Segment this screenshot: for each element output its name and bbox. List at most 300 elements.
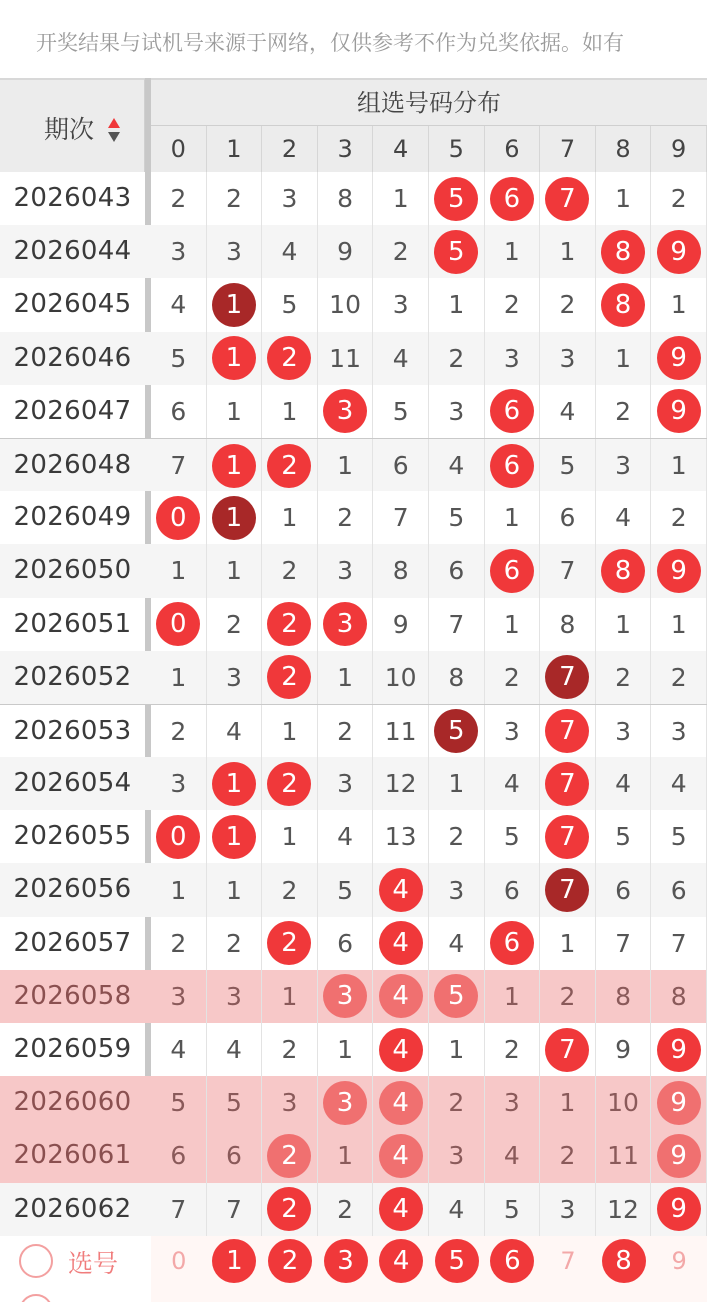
digit-cell-3 bbox=[318, 598, 374, 651]
digit-cell-8 bbox=[596, 863, 652, 916]
digit-cell-7 bbox=[540, 705, 596, 758]
digit-cell-6 bbox=[485, 863, 541, 916]
digit-cell-7 bbox=[540, 172, 596, 225]
digit-cell-8 bbox=[596, 385, 652, 438]
miss-count: 2 bbox=[559, 290, 576, 320]
digit-cell-0 bbox=[151, 1076, 207, 1129]
hit-ball: 3 bbox=[323, 389, 367, 433]
miss-count: 3 bbox=[559, 1194, 576, 1224]
digit-cell-0 bbox=[151, 651, 207, 704]
digit-cell-9 bbox=[651, 172, 707, 225]
digit-cell-7 bbox=[540, 810, 596, 863]
digit-header-2: 2 bbox=[262, 126, 318, 172]
period-header[interactable] bbox=[0, 78, 145, 172]
miss-count: 3 bbox=[559, 343, 576, 373]
digit-cell-4 bbox=[373, 1076, 429, 1129]
digit-cell-0 bbox=[151, 225, 207, 278]
digit-cell-9 bbox=[651, 917, 707, 970]
digit-cell-8 bbox=[596, 970, 652, 1023]
digit-cell-2 bbox=[262, 1023, 318, 1076]
miss-count: 4 bbox=[448, 451, 465, 481]
miss-count: 6 bbox=[170, 396, 187, 426]
table-row[interactable] bbox=[0, 332, 707, 385]
table-row[interactable] bbox=[0, 598, 707, 651]
miss-count: 2 bbox=[281, 875, 298, 905]
hit-ball: 9 bbox=[657, 230, 701, 274]
digit-cell-4 bbox=[373, 491, 429, 544]
digit-cell-6 bbox=[485, 439, 541, 492]
miss-count: 1 bbox=[615, 343, 631, 373]
table-row[interactable] bbox=[0, 1023, 707, 1076]
miss-count: 4 bbox=[615, 503, 631, 533]
digit-cell-5 bbox=[429, 1023, 485, 1076]
miss-count: 2 bbox=[448, 1088, 465, 1118]
digit-cell-4 bbox=[373, 439, 429, 492]
miss-count: 2 bbox=[503, 290, 520, 320]
miss-count: 6 bbox=[503, 875, 520, 905]
miss-count: 1 bbox=[225, 875, 242, 905]
digit-cell-3 bbox=[318, 810, 374, 863]
period-number: 2026048 bbox=[13, 449, 132, 480]
miss-count: 5 bbox=[392, 396, 409, 426]
period-number: 2026055 bbox=[13, 821, 132, 852]
selector-label[interactable]: 选号 bbox=[68, 1249, 119, 1278]
digit-cell-4 bbox=[373, 1023, 429, 1076]
hit-ball: 2 bbox=[267, 655, 311, 699]
digit-cell-6 bbox=[485, 598, 541, 651]
hit-ball: 9 bbox=[657, 336, 701, 380]
digit-cell-8 bbox=[596, 1183, 652, 1236]
digit-cell-2 bbox=[262, 651, 318, 704]
miss-count: 3 bbox=[670, 716, 687, 746]
digit-cell-5 bbox=[429, 970, 485, 1023]
digit-cell-0 bbox=[151, 917, 207, 970]
selector-row bbox=[0, 1236, 707, 1302]
miss-count: 9 bbox=[392, 609, 409, 639]
miss-count: 7 bbox=[615, 928, 631, 958]
digit-cell-1 bbox=[207, 278, 263, 331]
digit-cell-9 bbox=[651, 1076, 707, 1129]
miss-count: 9 bbox=[615, 1035, 631, 1065]
table-row[interactable] bbox=[0, 225, 707, 278]
selector-control[interactable] bbox=[0, 1236, 145, 1302]
miss-count: 3 bbox=[503, 1088, 520, 1118]
miss-count: 3 bbox=[170, 981, 187, 1011]
table-row[interactable] bbox=[0, 491, 707, 544]
miss-count: 6 bbox=[448, 556, 465, 586]
table-row[interactable] bbox=[0, 704, 707, 757]
hit-ball: 2 bbox=[267, 602, 311, 646]
digit-cell-4 bbox=[373, 225, 429, 278]
period-number: 2026044 bbox=[13, 236, 132, 267]
period-number: 2026051 bbox=[13, 608, 132, 639]
digit-cell-3 bbox=[318, 863, 374, 916]
miss-count: 3 bbox=[337, 769, 354, 799]
digit-cell-6 bbox=[485, 705, 541, 758]
miss-count: 2 bbox=[225, 928, 242, 958]
sort-icon[interactable] bbox=[107, 116, 121, 146]
period-number: 2026049 bbox=[13, 502, 132, 533]
digit-cell-3 bbox=[318, 1076, 374, 1129]
hit-ball: 6 bbox=[490, 389, 534, 433]
group-header bbox=[151, 78, 707, 172]
period-number: 2026052 bbox=[13, 661, 132, 692]
period-number: 2026050 bbox=[13, 555, 132, 586]
digit-cell-9 bbox=[651, 863, 707, 916]
digit-cell-9 bbox=[651, 970, 707, 1023]
hit-ball: 7 bbox=[545, 815, 589, 859]
miss-count: 4 bbox=[392, 343, 409, 373]
hit-ball: 9 bbox=[657, 389, 701, 433]
digit-cell-3 bbox=[318, 172, 374, 225]
hit-ball: 4 bbox=[379, 921, 423, 965]
digit-cell-9 bbox=[651, 810, 707, 863]
miss-count: 4 bbox=[225, 716, 242, 746]
miss-count: 1 bbox=[337, 1141, 354, 1171]
digit-cell-1 bbox=[207, 172, 263, 225]
digit-cell-3 bbox=[318, 757, 374, 810]
miss-count: 7 bbox=[670, 928, 687, 958]
miss-count: 5 bbox=[225, 1088, 242, 1118]
digit-cell-7 bbox=[540, 439, 596, 492]
digit-cell-8 bbox=[596, 917, 652, 970]
digit-cell-2 bbox=[262, 491, 318, 544]
digit-cell-4 bbox=[373, 810, 429, 863]
selector-digit-2[interactable] bbox=[262, 1236, 318, 1286]
hit-ball: 6 bbox=[490, 444, 534, 488]
digit-cell-4 bbox=[373, 332, 429, 385]
miss-count: 1 bbox=[337, 662, 354, 692]
miss-count: 3 bbox=[281, 184, 298, 214]
miss-count: 5 bbox=[670, 822, 687, 852]
selector-digit-5[interactable] bbox=[429, 1236, 485, 1286]
hit-ball: 5 bbox=[434, 230, 478, 274]
miss-count: 5 bbox=[170, 343, 187, 373]
digit-cell-4 bbox=[373, 917, 429, 970]
hit-ball: 0 bbox=[156, 496, 200, 540]
digit-cell-5 bbox=[429, 385, 485, 438]
table-row[interactable] bbox=[0, 1076, 707, 1129]
hit-ball: 5 bbox=[434, 974, 478, 1018]
digit-cell-1 bbox=[207, 917, 263, 970]
miss-count: 1 bbox=[281, 822, 298, 852]
hit-ball: 1 bbox=[212, 762, 256, 806]
digit-cell-4 bbox=[373, 863, 429, 916]
hit-ball: 9 bbox=[657, 1187, 701, 1231]
digit-cell-5 bbox=[429, 491, 485, 544]
digit-cell-2 bbox=[262, 172, 318, 225]
miss-count: 2 bbox=[448, 822, 465, 852]
unselected-digit[interactable]: 0 bbox=[171, 1247, 187, 1275]
selected-digit-ball[interactable]: 6 bbox=[490, 1239, 534, 1283]
miss-count: 3 bbox=[448, 396, 465, 426]
miss-count: 4 bbox=[448, 928, 465, 958]
selected-digit-ball[interactable]: 1 bbox=[212, 1239, 256, 1283]
period-number: 2026045 bbox=[13, 289, 132, 320]
miss-count: 3 bbox=[225, 981, 242, 1011]
digit-cell-8 bbox=[596, 439, 652, 492]
miss-count: 5 bbox=[281, 290, 298, 320]
digit-cell-4 bbox=[373, 385, 429, 438]
selector-digit-4[interactable] bbox=[373, 1236, 429, 1286]
miss-count: 2 bbox=[225, 184, 242, 214]
miss-count: 5 bbox=[448, 503, 465, 533]
table-row[interactable] bbox=[0, 544, 707, 597]
digit-cell-7 bbox=[540, 332, 596, 385]
digit-cell-5 bbox=[429, 1183, 485, 1236]
selector-digit-7[interactable] bbox=[540, 1236, 596, 1286]
hit-ball: 2 bbox=[267, 1187, 311, 1231]
miss-count: 4 bbox=[670, 769, 687, 799]
digit-cell-1 bbox=[207, 1076, 263, 1129]
digit-cell-2 bbox=[262, 705, 318, 758]
hit-ball: 4 bbox=[379, 1081, 423, 1125]
digit-cell-5 bbox=[429, 705, 485, 758]
digit-cell-2 bbox=[262, 757, 318, 810]
miss-count: 2 bbox=[670, 503, 687, 533]
digit-cell-2 bbox=[262, 544, 318, 597]
selected-digit-ball[interactable]: 5 bbox=[435, 1239, 479, 1283]
miss-count: 1 bbox=[670, 290, 687, 320]
digit-cell-3 bbox=[318, 491, 374, 544]
digit-cell-5 bbox=[429, 172, 485, 225]
miss-count: 4 bbox=[170, 290, 187, 320]
digit-cell-5 bbox=[429, 332, 485, 385]
table-row[interactable] bbox=[0, 917, 707, 970]
unselected-digit[interactable]: 9 bbox=[671, 1247, 687, 1275]
miss-count: 1 bbox=[503, 237, 520, 267]
digit-header-9: 9 bbox=[651, 126, 707, 172]
radio-icon[interactable] bbox=[19, 1294, 53, 1302]
hit-ball: 4 bbox=[379, 1187, 423, 1231]
miss-count: 1 bbox=[503, 981, 520, 1011]
selected-digit-ball[interactable]: 4 bbox=[379, 1239, 423, 1283]
digit-cell-9 bbox=[651, 439, 707, 492]
digit-cell-0 bbox=[151, 1023, 207, 1076]
miss-count: 3 bbox=[503, 343, 520, 373]
table-row[interactable] bbox=[0, 970, 707, 1023]
digit-cell-4 bbox=[373, 757, 429, 810]
hit-ball: 5 bbox=[434, 177, 478, 221]
period-number: 2026060 bbox=[13, 1087, 132, 1118]
hit-ball: 8 bbox=[601, 549, 645, 593]
miss-count: 4 bbox=[225, 1035, 242, 1065]
digit-cell-5 bbox=[429, 544, 485, 597]
hit-ball: 3 bbox=[323, 1081, 367, 1125]
selector-digit-9[interactable] bbox=[651, 1236, 707, 1286]
table-row[interactable] bbox=[0, 172, 707, 225]
digit-cell-9 bbox=[651, 757, 707, 810]
miss-count: 1 bbox=[670, 609, 687, 639]
table-row[interactable] bbox=[0, 810, 707, 863]
digit-cell-7 bbox=[540, 1129, 596, 1182]
miss-count: 1 bbox=[225, 556, 242, 586]
period-number: 2026056 bbox=[13, 874, 132, 905]
digit-cell-1 bbox=[207, 598, 263, 651]
digit-cell-3 bbox=[318, 225, 374, 278]
digit-cell-9 bbox=[651, 651, 707, 704]
miss-count: 1 bbox=[281, 396, 298, 426]
miss-count: 1 bbox=[281, 716, 298, 746]
miss-count: 7 bbox=[448, 609, 465, 639]
digit-cell-6 bbox=[485, 544, 541, 597]
miss-count: 2 bbox=[670, 662, 687, 692]
hit-ball: 9 bbox=[657, 1081, 701, 1125]
hit-ball: 8 bbox=[601, 283, 645, 327]
selector-digits bbox=[151, 1236, 707, 1302]
table-row[interactable] bbox=[0, 863, 707, 916]
digit-cell-8 bbox=[596, 810, 652, 863]
digit-cell-7 bbox=[540, 491, 596, 544]
digit-cell-5 bbox=[429, 225, 485, 278]
hit-ball: 1 bbox=[212, 336, 256, 380]
digit-cell-9 bbox=[651, 1023, 707, 1076]
digit-cell-8 bbox=[596, 172, 652, 225]
digit-cell-2 bbox=[262, 598, 318, 651]
miss-count: 3 bbox=[503, 716, 520, 746]
miss-count: 10 bbox=[384, 662, 417, 692]
miss-count: 3 bbox=[170, 237, 187, 267]
digit-cell-5 bbox=[429, 863, 485, 916]
miss-count: 2 bbox=[225, 609, 242, 639]
digit-cell-9 bbox=[651, 491, 707, 544]
miss-count: 1 bbox=[559, 1088, 576, 1118]
miss-count: 12 bbox=[607, 1194, 639, 1224]
hit-ball: 4 bbox=[379, 1134, 423, 1178]
miss-count: 2 bbox=[337, 503, 354, 533]
miss-count: 1 bbox=[281, 981, 298, 1011]
hit-ball: 9 bbox=[657, 549, 701, 593]
digit-cell-9 bbox=[651, 1129, 707, 1182]
selected-digit-ball[interactable]: 8 bbox=[602, 1239, 646, 1283]
table-row[interactable] bbox=[0, 1129, 707, 1182]
digit-cell-9 bbox=[651, 225, 707, 278]
selector-digit-6[interactable] bbox=[485, 1236, 541, 1286]
miss-count: 4 bbox=[615, 769, 631, 799]
hit-ball: 9 bbox=[657, 1028, 701, 1072]
miss-count: 5 bbox=[559, 451, 576, 481]
digit-cell-0 bbox=[151, 172, 207, 225]
miss-count: 2 bbox=[559, 981, 576, 1011]
miss-count: 6 bbox=[559, 503, 576, 533]
digit-cell-4 bbox=[373, 1129, 429, 1182]
digit-cell-4 bbox=[373, 1183, 429, 1236]
table-row[interactable] bbox=[0, 385, 707, 438]
miss-count: 2 bbox=[170, 184, 187, 214]
miss-count: 7 bbox=[225, 1194, 242, 1224]
group-title: 组选号码分布 bbox=[151, 78, 707, 126]
period-header-label: 期次 bbox=[44, 115, 95, 144]
digit-cell-6 bbox=[485, 332, 541, 385]
hit-ball: 4 bbox=[379, 868, 423, 912]
miss-count: 10 bbox=[607, 1088, 639, 1118]
digit-cell-5 bbox=[429, 757, 485, 810]
digit-cell-1 bbox=[207, 757, 263, 810]
miss-count: 1 bbox=[615, 184, 631, 214]
miss-count: 1 bbox=[615, 609, 631, 639]
miss-count: 2 bbox=[503, 1035, 520, 1065]
miss-count: 4 bbox=[170, 1035, 187, 1065]
digit-cell-1 bbox=[207, 332, 263, 385]
miss-count: 1 bbox=[448, 1035, 465, 1065]
digit-cell-2 bbox=[262, 810, 318, 863]
digit-cell-9 bbox=[651, 1183, 707, 1236]
table-row[interactable] bbox=[0, 1183, 707, 1236]
digit-cell-8 bbox=[596, 1023, 652, 1076]
miss-count: 8 bbox=[559, 609, 576, 639]
digit-cell-4 bbox=[373, 598, 429, 651]
selected-digit-ball[interactable]: 3 bbox=[324, 1239, 368, 1283]
miss-count: 11 bbox=[329, 343, 361, 373]
digit-cell-3 bbox=[318, 332, 374, 385]
hit-ball: 0 bbox=[156, 602, 200, 646]
miss-count: 2 bbox=[281, 1035, 298, 1065]
digit-cell-1 bbox=[207, 863, 263, 916]
digit-cell-2 bbox=[262, 1183, 318, 1236]
digit-cell-1 bbox=[207, 439, 263, 492]
digit-cell-8 bbox=[596, 332, 652, 385]
digit-cell-8 bbox=[596, 491, 652, 544]
digit-cell-4 bbox=[373, 651, 429, 704]
miss-count: 1 bbox=[170, 875, 187, 905]
digit-cell-2 bbox=[262, 917, 318, 970]
selector-digit-3[interactable] bbox=[318, 1236, 374, 1286]
table-row[interactable] bbox=[0, 438, 707, 491]
digit-cell-6 bbox=[485, 810, 541, 863]
selector-digit-1[interactable] bbox=[207, 1236, 263, 1286]
digit-cell-6 bbox=[485, 225, 541, 278]
period-number: 2026059 bbox=[13, 1034, 132, 1064]
miss-count: 1 bbox=[559, 928, 576, 958]
table-row[interactable] bbox=[0, 757, 707, 810]
repeat-ball: 5 bbox=[434, 709, 478, 753]
digit-cell-2 bbox=[262, 332, 318, 385]
miss-count: 3 bbox=[337, 556, 354, 586]
selector-digit-8[interactable] bbox=[596, 1236, 652, 1286]
digit-cell-5 bbox=[429, 651, 485, 704]
miss-count: 2 bbox=[559, 1141, 576, 1171]
hit-ball: 7 bbox=[545, 177, 589, 221]
digit-cell-0 bbox=[151, 491, 207, 544]
digit-cell-0 bbox=[151, 863, 207, 916]
table-row[interactable] bbox=[0, 278, 707, 331]
miss-count: 1 bbox=[170, 662, 187, 692]
selected-digit-ball[interactable]: 2 bbox=[268, 1239, 312, 1283]
miss-count: 1 bbox=[281, 503, 298, 533]
digit-cell-6 bbox=[485, 172, 541, 225]
digit-cell-4 bbox=[373, 278, 429, 331]
radio-icon[interactable] bbox=[19, 1244, 53, 1278]
miss-count: 9 bbox=[337, 237, 354, 267]
digit-cell-9 bbox=[651, 544, 707, 597]
digit-cell-2 bbox=[262, 1129, 318, 1182]
hit-ball: 8 bbox=[601, 230, 645, 274]
period-number: 2026054 bbox=[13, 768, 132, 799]
digit-cell-3 bbox=[318, 705, 374, 758]
hit-ball: 2 bbox=[267, 762, 311, 806]
digit-cell-8 bbox=[596, 651, 652, 704]
repeat-ball: 1 bbox=[212, 496, 256, 540]
selector-digit-0[interactable] bbox=[151, 1236, 207, 1286]
unselected-digit[interactable]: 7 bbox=[560, 1247, 576, 1275]
table-row[interactable] bbox=[0, 651, 707, 704]
digit-cell-0 bbox=[151, 598, 207, 651]
digit-cell-1 bbox=[207, 970, 263, 1023]
digit-cell-5 bbox=[429, 1076, 485, 1129]
digit-cell-1 bbox=[207, 651, 263, 704]
miss-count: 8 bbox=[670, 981, 687, 1011]
digit-cell-7 bbox=[540, 1076, 596, 1129]
